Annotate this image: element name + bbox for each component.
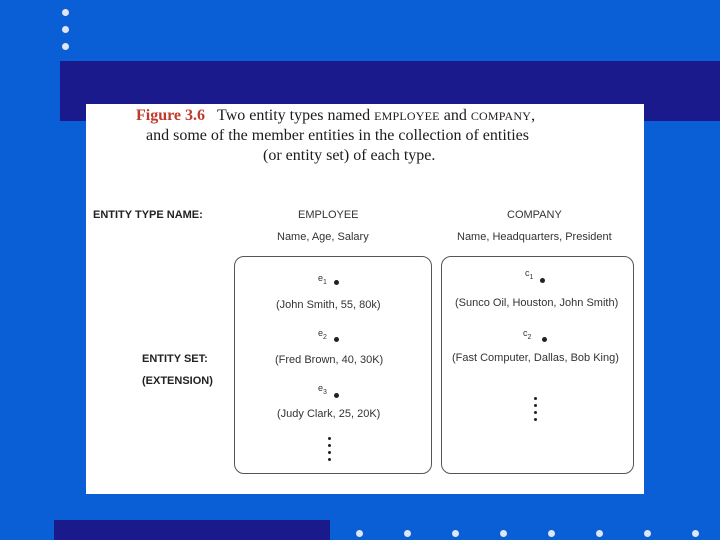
employee-entity-dot xyxy=(334,337,339,342)
company-entity-c1: $c_1$ xyxy=(525,268,534,281)
slide-bullet xyxy=(62,26,69,33)
slide-bullet xyxy=(644,530,651,537)
caption-line-1 xyxy=(136,105,535,127)
slide-bullet xyxy=(596,530,603,537)
company-entity-dot xyxy=(542,337,547,342)
slide-bullet xyxy=(404,530,411,537)
employee-attributes: Name, Age, Salary xyxy=(277,231,369,243)
company-type-name: COMPANY xyxy=(507,209,562,221)
caption-and: and xyxy=(439,107,471,124)
slide-bullet xyxy=(452,530,459,537)
employee-entity-e1: $e_1$ xyxy=(318,273,327,286)
slide-bullet xyxy=(548,530,555,537)
company-entity-set xyxy=(441,256,634,474)
company-more-ellipsis xyxy=(534,397,538,425)
slide-bullet xyxy=(500,530,507,537)
employee-entity-e3: $e_3$ xyxy=(318,383,327,396)
caption-comma: , xyxy=(531,107,536,124)
employee-entity-e2: $e_2$ xyxy=(318,328,327,341)
caption-line-3: (or entity set) of each type. xyxy=(263,147,436,164)
caption-company: COMPANY xyxy=(470,109,532,123)
employee-more-ellipsis xyxy=(328,437,332,465)
slide-bullet xyxy=(692,530,699,537)
caption-employee: EMPLOYEE xyxy=(374,109,440,123)
employee-entity-dot xyxy=(334,280,339,285)
caption-line-2: and some of the member entities in the collection of entities xyxy=(146,127,529,144)
company-entity-value: (Fast Computer, Dallas, Bob King) xyxy=(452,352,619,364)
slide-bullet xyxy=(356,530,363,537)
extension-label: (EXTENSION) xyxy=(142,375,213,387)
slide-bottom-band xyxy=(54,520,330,540)
entity-set-label: ENTITY SET: xyxy=(142,353,208,365)
caption-text: Two entity types named xyxy=(217,107,375,124)
caption-label: Figure 3.6 xyxy=(136,107,206,124)
entity-type-name-label: ENTITY TYPE NAME: xyxy=(93,209,203,221)
figure-panel xyxy=(86,104,644,494)
company-entity-dot xyxy=(540,278,545,283)
employee-type-name: EMPLOYEE xyxy=(298,209,359,221)
slide-bullet xyxy=(62,9,69,16)
slide-bullet xyxy=(62,43,69,50)
employee-entity-dot xyxy=(334,393,339,398)
company-attributes: Name, Headquarters, President xyxy=(457,231,612,243)
employee-entity-value: (John Smith, 55, 80k) xyxy=(276,299,381,311)
company-entity-c2: $c_2$ xyxy=(523,328,532,341)
employee-entity-value: (Judy Clark, 25, 20K) xyxy=(277,408,381,420)
company-entity-value: (Sunco Oil, Houston, John Smith) xyxy=(455,297,619,309)
employee-entity-value: (Fred Brown, 40, 30K) xyxy=(275,354,384,366)
